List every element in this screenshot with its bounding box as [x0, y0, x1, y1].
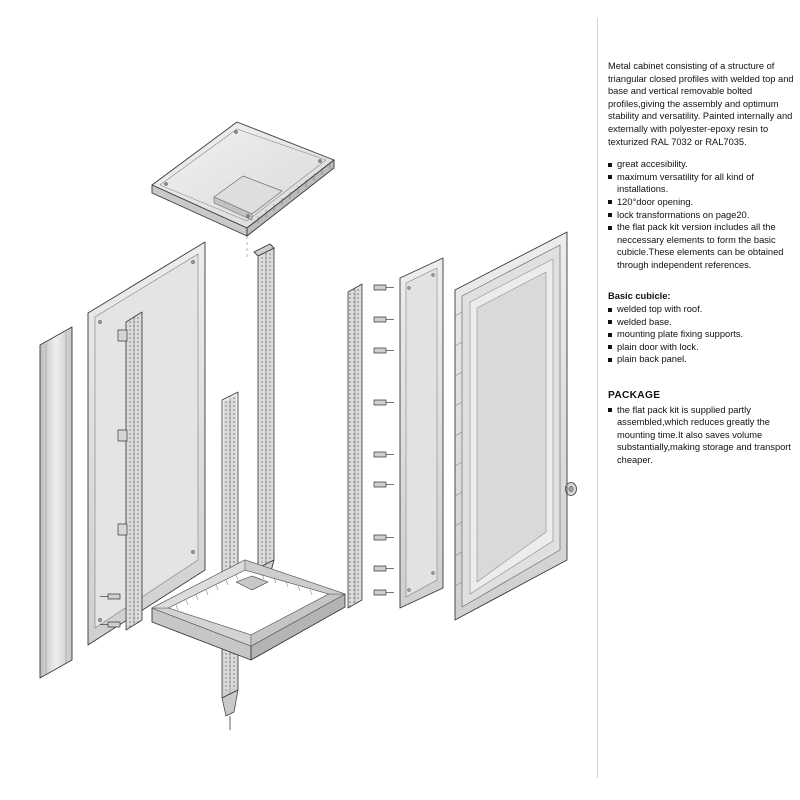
list-item: lock transformations on page20. — [608, 209, 796, 222]
list-item: maximum versatility for all kind of installations. — [608, 171, 796, 196]
vertical-profile-center-2 — [222, 392, 238, 730]
back-panel — [88, 242, 205, 645]
list-item: the flat pack kit is supplied partly assembled,which reduces greatly the mounting time.It also saves volume substantially,making storage and transport cheaper. — [608, 404, 796, 467]
list-item: welded top with roof. — [608, 303, 796, 316]
basic-cubicle-list — [608, 303, 796, 366]
description-column — [608, 60, 796, 479]
list-item: welded base. — [608, 316, 796, 329]
door-with-lock — [455, 232, 577, 620]
list-item: plain back panel. — [608, 353, 796, 366]
vertical-profile-center — [254, 244, 274, 582]
side-panel-right — [400, 258, 443, 608]
side-panel-left — [40, 327, 72, 678]
vertical-profile-right — [348, 284, 362, 608]
list-item: 120°door opening. — [608, 196, 796, 209]
list-item: plain door with lock. — [608, 341, 796, 354]
top-roof-panel — [152, 122, 334, 258]
basic-cubicle-title: Basic cubicle: — [608, 290, 671, 301]
column-divider — [597, 18, 598, 778]
package-title: PACKAGE — [608, 390, 661, 402]
list-item: mounting plate fixing supports. — [608, 328, 796, 341]
feature-list — [608, 158, 796, 271]
intro-paragraph: Metal cabinet consisting of a structure of triangular closed profiles with welded top and base and vertical removable bolted profiles,giving the assembly and optimum stability and versatility. Painted internally and externally with polyester-epoxy resin to texturized RAL 7032 or RAL7035. — [608, 61, 794, 147]
list-item: great accesibility. — [608, 158, 796, 171]
package-list — [608, 404, 796, 467]
list-item: the flat pack kit version includes all the neccessary elements to form the basic cubicle.These elements can be obtained through independent references. — [608, 221, 796, 271]
